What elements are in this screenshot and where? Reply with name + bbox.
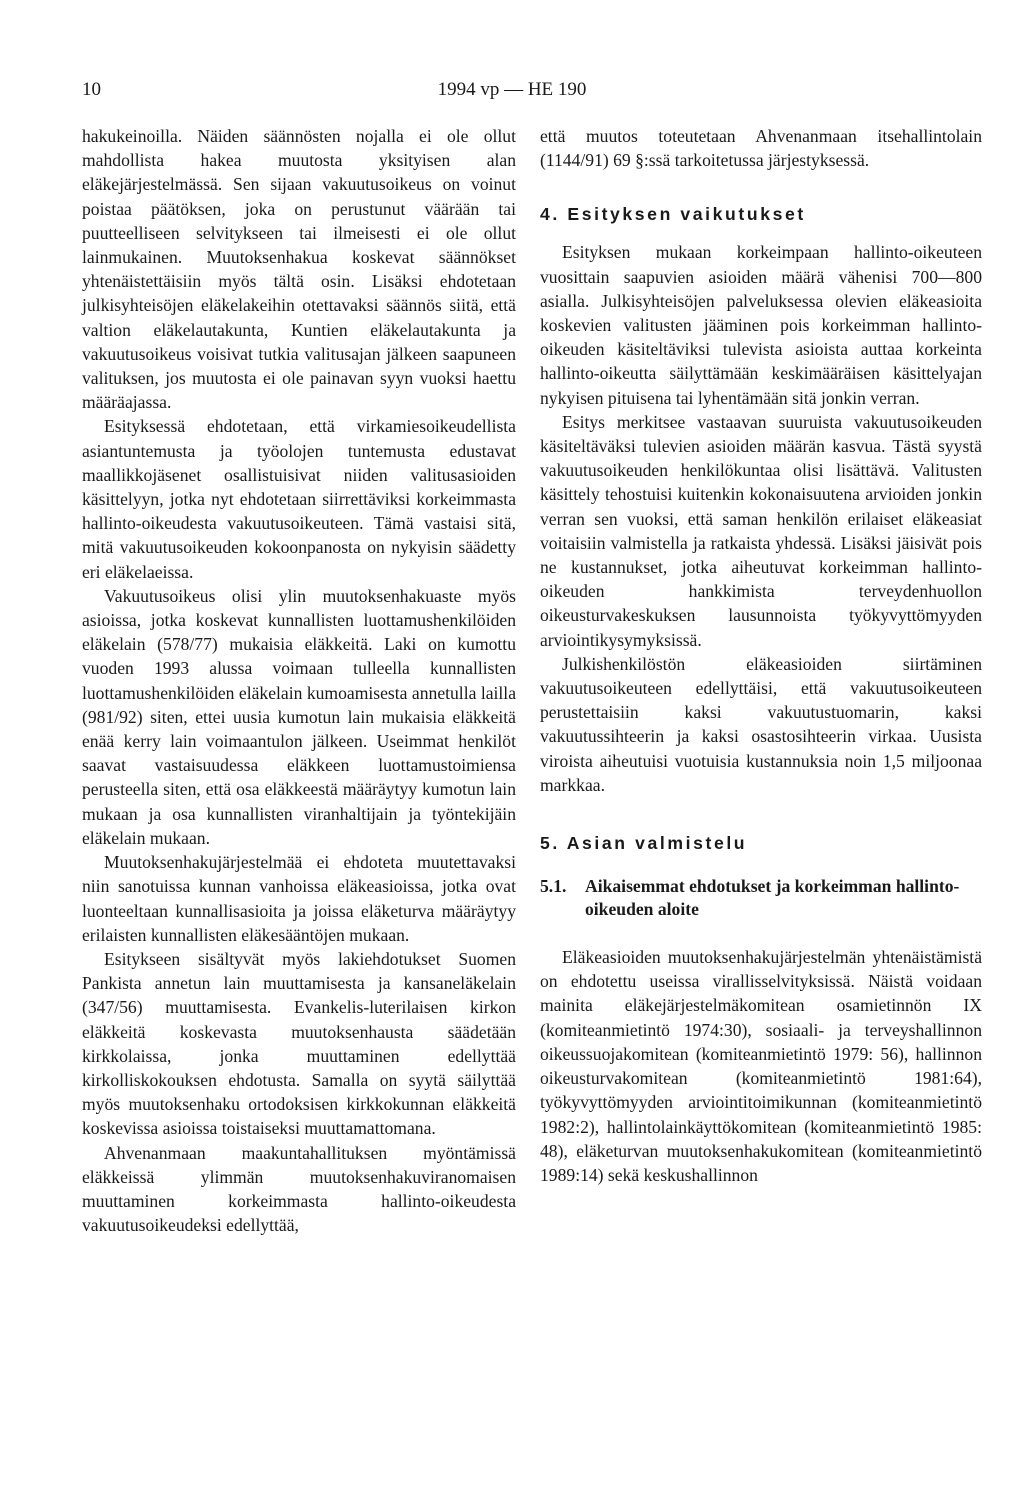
page-number: 10 <box>82 79 101 100</box>
paragraph: Ahvenanmaan maakuntahallituksen myöntämissä eläkkeissä ylimmän muutoksenhakuviranomaisen muuttaminen korkeimmasta hallinto-oikeudesta vakuutusoikeudeksi edellyttää, <box>82 1142 516 1236</box>
paragraph: Esityksen mukaan korkeimpaan hallinto-oikeuteen vuosittain saapuvien asioiden määrä vähenisi 700—800 asialla. Julkisyhteisöjen palveluksessa olevien eläkeasioita koskevien valitusten jääminen pois korkeimman hallinto-oikeuden käsiteltäviksi tulevista asioista auttaa korkeinta hallinto-oikeutta säilyttämään keskimääräisen käsittelyajan nykyisen pituisena tai lyhentämään sitä jonkin verran. <box>540 242 982 408</box>
paragraph: Muutoksenhakujärjestelmää ei ehdoteta muutettavaksi niin sanotuissa kunnan vanhoissa eläkeasioissa, jotka ovat luonteeltaan kunnallisasioita ja joissa eläketurva määräytyy erilaisten kunnallisten eläkesääntöjen mukaan. <box>82 852 516 945</box>
paragraph: Esitykseen sisältyvät myös lakiehdotukset Suomen Pankista annetun lain muuttamisesta ja kansaneläkelain (347/56) muuttamisesta. Evankelis-luterilaisen kirkon eläkkeitä koskevasta muutoksenhausta säädetään kirkkolaissa, jonka muuttaminen edellyttää kirkolliskokouksen ehdotusta. Samalla on syytä säilyttää myös muutoksenhaku ortodoksisen kirkkokunnan eläkkeitä koskevissa asioissa toistaiseksi muuttamattomana. <box>82 948 516 1139</box>
right-column <box>540 124 982 1187</box>
section-heading: 4. Esityksen vaikutukset <box>540 204 806 225</box>
paragraph: Esityksessä ehdotetaan, että virkamiesoikeudellista asiantuntemusta ja työolojen tuntemusta edustavat maallikkojäsenet osallistuisivat niiden valitusasioiden käsittelyyn, jotka nyt ehdotetaan siirrettäviksi korkeimmasta hallinto-oikeudesta vakuutusoikeuteen. Tämä vastaisi sitä, mitä vakuutusoikeuden kokoonpanosta on nykyisin säädetty eri eläkelaeissa. <box>82 416 516 582</box>
paragraph: Esitys merkitsee vastaavan suuruista vakuutusoikeuden käsiteltäväksi tulevien asioiden määrän kasvua. Tästä syystä vakuutusoikeuden henkilökuntaa olisi lisättävä. Valitusten käsittely tehostuisi kuitenkin kokonaisuutena arvioiden jonkin verran sen vuoksi, että saman henkilön erilaiset eläkeasiat voitaisiin valmistella ja ratkaista yhdessä. Lisäksi jäisivät pois ne kustannukset, jotka aiheutuvat korkeimman hallinto-oikeuden hankkimista terveydenhuollon oikeusturvakeskuksen lausunnoista työkyvyttömyyden arviointikysymyksissä. <box>540 411 982 650</box>
subsection-title: Aikaisemmat ehdotukset ja korkeimman hallinto-oikeuden aloite <box>585 876 960 920</box>
left-column <box>82 124 516 1237</box>
paragraph: että muutos toteutetaan Ahvenanmaan itsehallintolain (1144/91) 69 §:ssä tarkoitetussa järjestyksessä. <box>540 126 982 171</box>
running-title: 1994 vp — HE 190 <box>437 79 587 100</box>
paragraph: hakukeinoilla. Näiden säännösten nojalla ei ole ollut mahdollista hakea muutosta yksityisen alan eläkejärjestelmässä. Sen sijaan vakuutusoikeus on voinut poistaa päätöksen, joka on perustunut väärään tai puutteelliseen selvitykseen tai ilmeisesti ei ole ollut lainmukainen. Muutoksenhakua koskevat säännökset yhtenäistettäisiin myös tältä osin. Lisäksi ehdotetaan julkisyhteisöjen eläkelakeihin otettavaksi säännös siitä, että valtion eläkelautakunta, Kuntien eläkelautakunta ja vakuutusoikeus voisivat tutkia valitusajan jälkeen saapuneen valituksen, jos muutosta ei ole painavan syyn vuoksi haettu määräajassa. <box>82 126 516 413</box>
paragraph: Eläkeasioiden muutoksenhakujärjestelmän yhtenäistämistä on ehdotettu useissa virallisselvityksissä. Näistä voidaan mainita eläkejärjestelmäkomitean osamietinnön IX (komiteanmietintö 1974:30), sosiaali- ja terveyshallinnon oikeussuojakomitean (komiteanmietintö 1979: 56), hallinnon oikeusturvakomitean (komiteanmietintö 1981:64), työkyvyttömyyden arviointitoimikunnan (komiteanmietintö 1982:2), hallintolainkäyttökomitean (komiteanmietintö 1985: 48), eläketurvan muutoksenhakukomitean (komiteanmietintö 1989:14) sekä keskushallinnon <box>540 947 982 1185</box>
subsection-heading <box>540 875 982 921</box>
section-heading: 5. Asian valmistelu <box>540 833 748 854</box>
paragraph: Julkishenkilöstön eläkeasioiden siirtäminen vakuutusoikeuteen edellyttäisi, että vakuutusoikeuteen perustettaisiin kaksi vakuutustuomarin, kaksi vakuutussihteerin ja kaksi osastosihteerin virkaa. Uusista viroista aiheutuisi vuotuisia kustannuksia noin 1,5 miljoonaa markkaa. <box>540 653 982 795</box>
paragraph: Vakuutusoikeus olisi ylin muutoksenhakuaste myös asioissa, jotka koskevat kunnallisten luottamushenkilöiden eläkelain (578/77) mukaisia eläkkeitä. Laki on kumottu vuoden 1993 alussa voimaan tulleella kunnallisten luottamushenkilöiden eläkelain kumoamisesta annetulla lailla (981/92) siten, ettei uusia kumotun lain mukaisia eläkkeitä enää kerry lain voimaantulon jälkeen. Useimmat henkilöt saavat vastaisuudessa eläkkeen luottamustoimiensa perusteella siten, että osa eläkkeestä määräytyy kumotun lain mukaan ja osa kunnallisten viranhaltijain ja työntekijäin eläkelain mukaan. <box>82 585 516 848</box>
subsection-number: 5.1. <box>540 876 567 897</box>
